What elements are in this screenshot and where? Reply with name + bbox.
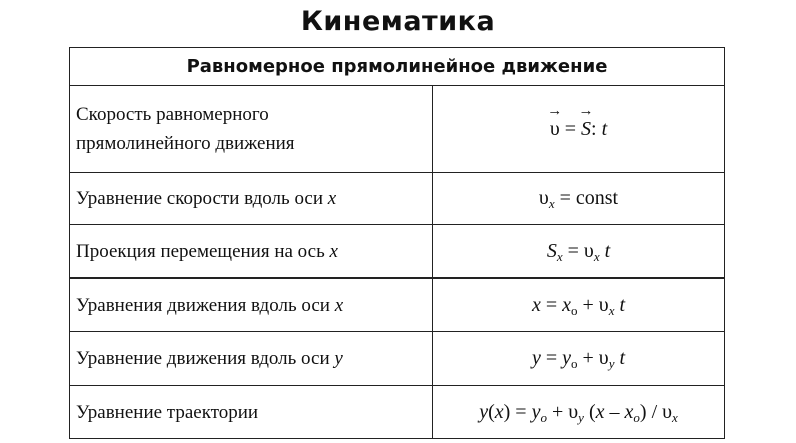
table-row: [70, 173, 725, 225]
table-row: [70, 332, 725, 386]
row-label-line: прямолинейного движения: [76, 133, 295, 154]
const-word: const: [575, 187, 619, 209]
formula-velocity-x: $\upsilon_x$ = const: [433, 173, 725, 225]
row-label: [70, 225, 433, 279]
section-header: Равномерное прямолинейное движение: [70, 48, 725, 86]
table-row: [70, 225, 725, 279]
axis-name: x: [329, 240, 338, 262]
table-row: [70, 386, 725, 439]
row-label-text: Уравнение скорости вдоль оси: [76, 188, 324, 209]
row-label: [70, 173, 433, 225]
row-label-text: Уравнение траектории: [76, 401, 259, 423]
row-label-text: Уравнение движения вдоль оси: [76, 348, 330, 369]
row-label: [70, 86, 433, 173]
axis-name: x: [334, 294, 344, 316]
formula-displacement-x: $S_x = \upsilon_x$ t: [433, 225, 725, 279]
row-label-line: Скорость равномерного: [76, 104, 269, 125]
displacement-vector: → S: [581, 118, 591, 141]
row-label: [70, 278, 433, 332]
row-label: [70, 386, 433, 439]
kinematics-table: [69, 47, 725, 439]
formula-motion-x: $x = x_o + \upsilon_x$ t: [433, 278, 725, 332]
axis-name: x: [327, 188, 337, 209]
page-title: Кинематика: [300, 6, 496, 37]
row-label: [70, 332, 433, 386]
axis-name: y: [334, 348, 343, 369]
formula-velocity: → υ = → S: t: [433, 86, 725, 173]
table-row: [70, 278, 725, 332]
table-row: [70, 86, 725, 173]
row-label-text: Уравнения движения вдоль оси: [76, 294, 330, 316]
formula-motion-y: $y = y_o + \upsilon_y$ t: [433, 332, 725, 386]
velocity-vector: → υ: [550, 118, 560, 141]
row-label-text: Проекция перемещения на ось: [76, 240, 325, 262]
formula-trajectory: $y(x) = y_o + \upsilon_y$ $(x - x_o) / \upsilon_x$: [433, 386, 725, 439]
